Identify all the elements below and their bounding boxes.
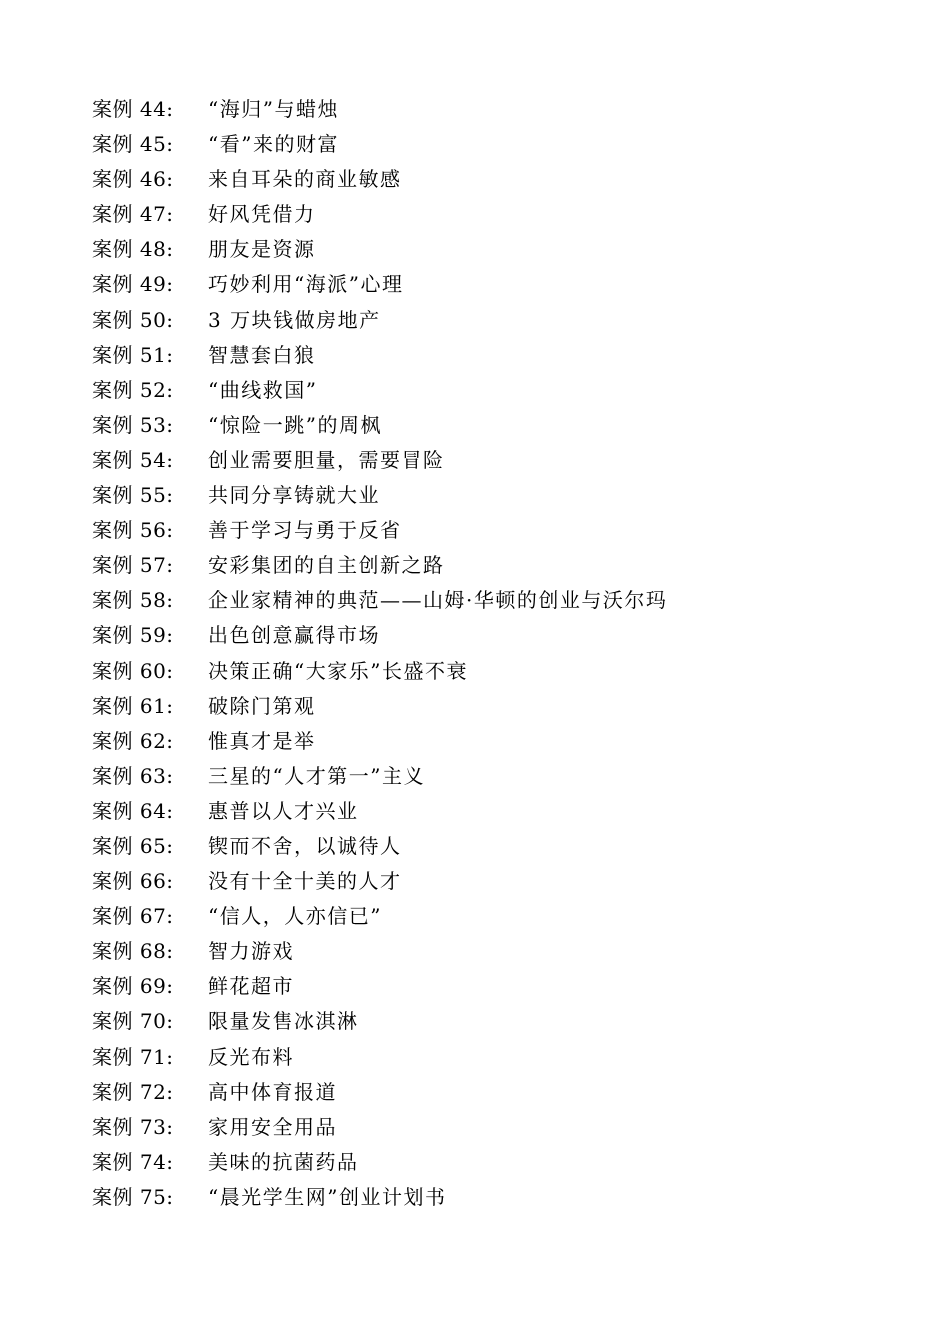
case-item — [92, 934, 667, 969]
case-item — [92, 654, 667, 689]
case-number: 案例 50: — [92, 307, 174, 332]
case-number: 案例 49: — [92, 272, 174, 297]
case-number: 案例 54: — [92, 447, 174, 472]
case-item — [92, 829, 667, 864]
case-number: 案例 57: — [92, 553, 174, 578]
case-title: 锲而不舍，以诚待人 — [208, 833, 402, 858]
case-item — [92, 443, 667, 478]
case-item — [92, 408, 667, 443]
case-number: 案例 64: — [92, 798, 174, 823]
case-item — [92, 759, 667, 794]
case-number: 案例 44: — [92, 97, 174, 121]
case-title: “海归”与蜡烛 — [208, 97, 339, 121]
case-number: 案例 70: — [92, 1009, 174, 1034]
case-title: 善于学习与勇于反省 — [208, 518, 402, 543]
case-title: 三星的“人才第一”主义 — [208, 763, 425, 788]
case-number: 案例 55: — [92, 483, 174, 508]
case-number: 案例 58: — [92, 588, 174, 613]
case-title: 惟真才是举 — [208, 728, 316, 753]
case-number: 案例 52: — [92, 377, 174, 402]
case-title: 美味的抗菌药品 — [208, 1149, 359, 1174]
case-item — [92, 724, 667, 759]
case-title: 限量发售冰淇淋 — [208, 1009, 359, 1034]
case-item — [92, 1145, 667, 1180]
case-title: 巧妙利用“海派”心理 — [208, 272, 404, 297]
case-item — [92, 864, 667, 899]
case-title: “惊险一跳”的周枫 — [208, 412, 382, 437]
case-item — [92, 373, 667, 408]
case-number: 案例 72: — [92, 1079, 174, 1104]
case-item — [92, 1180, 667, 1215]
case-title: 企业家精神的典范——山姆·华顿的创业与沃尔玛 — [208, 588, 668, 613]
case-title: 创业需要胆量，需要冒险 — [208, 447, 445, 472]
case-number: 案例 73: — [92, 1114, 174, 1139]
case-number: 案例 46: — [92, 167, 174, 192]
case-title: 安彩集团的自主创新之路 — [208, 553, 445, 578]
case-number: 案例 71: — [92, 1044, 174, 1069]
case-item — [92, 689, 667, 724]
case-number: 案例 59: — [92, 623, 174, 648]
case-item — [92, 548, 667, 583]
case-item — [92, 513, 667, 548]
case-number: 案例 47: — [92, 202, 174, 227]
case-title: “晨光学生网”创业计划书 — [208, 1184, 447, 1209]
case-title: 智力游戏 — [208, 939, 294, 964]
case-item — [92, 583, 667, 618]
case-title: 反光布料 — [208, 1044, 294, 1069]
case-item — [92, 1110, 667, 1145]
case-title: 鲜花超市 — [208, 974, 294, 999]
case-number: 案例 45: — [92, 132, 174, 157]
case-title: 来自耳朵的商业敏感 — [208, 167, 402, 192]
case-number: 案例 61: — [92, 693, 174, 718]
case-item — [92, 92, 667, 127]
case-title: 朋友是资源 — [208, 237, 316, 262]
case-title: 3 万块钱做房地产 — [208, 307, 381, 332]
case-number: 案例 56: — [92, 518, 174, 543]
case-item — [92, 162, 667, 197]
case-number: 案例 60: — [92, 658, 174, 683]
case-title: 破除门第观 — [208, 693, 316, 718]
case-item — [92, 232, 667, 267]
case-title: 共同分享铸就大业 — [208, 483, 380, 508]
case-item — [92, 478, 667, 513]
case-number: 案例 68: — [92, 939, 174, 964]
case-item — [92, 899, 667, 934]
case-title: 出色创意赢得市场 — [208, 623, 380, 648]
case-number: 案例 63: — [92, 763, 174, 788]
case-number: 案例 67: — [92, 904, 174, 929]
case-item — [92, 127, 667, 162]
case-title: “看”来的财富 — [208, 132, 339, 157]
case-item — [92, 303, 667, 338]
case-title: 决策正确“大家乐”长盛不衰 — [208, 658, 468, 683]
case-title: 家用安全用品 — [208, 1114, 337, 1139]
case-item — [92, 794, 667, 829]
case-number: 案例 74: — [92, 1149, 174, 1174]
case-list — [92, 92, 667, 1215]
case-number: 案例 69: — [92, 974, 174, 999]
case-item — [92, 1075, 667, 1110]
case-item — [92, 338, 667, 373]
case-number: 案例 53: — [92, 412, 174, 437]
case-number: 案例 51: — [92, 342, 174, 367]
case-number: 案例 65: — [92, 833, 174, 858]
case-title: 智慧套白狼 — [208, 342, 316, 367]
case-item — [92, 1040, 667, 1075]
case-item — [92, 969, 667, 1004]
case-number: 案例 62: — [92, 728, 174, 753]
case-number: 案例 48: — [92, 237, 174, 262]
case-title: 高中体育报道 — [208, 1079, 337, 1104]
case-item — [92, 267, 667, 302]
case-number: 案例 75: — [92, 1184, 174, 1209]
case-number: 案例 66: — [92, 869, 174, 894]
case-item — [92, 1004, 667, 1039]
case-item — [92, 197, 667, 232]
case-title: 好风凭借力 — [208, 202, 316, 227]
case-title: “信人，人亦信已” — [208, 904, 382, 929]
case-title: 惠普以人才兴业 — [208, 798, 359, 823]
case-title: 没有十全十美的人才 — [208, 869, 402, 894]
case-title: “曲线救国” — [208, 377, 318, 402]
case-item — [92, 618, 667, 653]
